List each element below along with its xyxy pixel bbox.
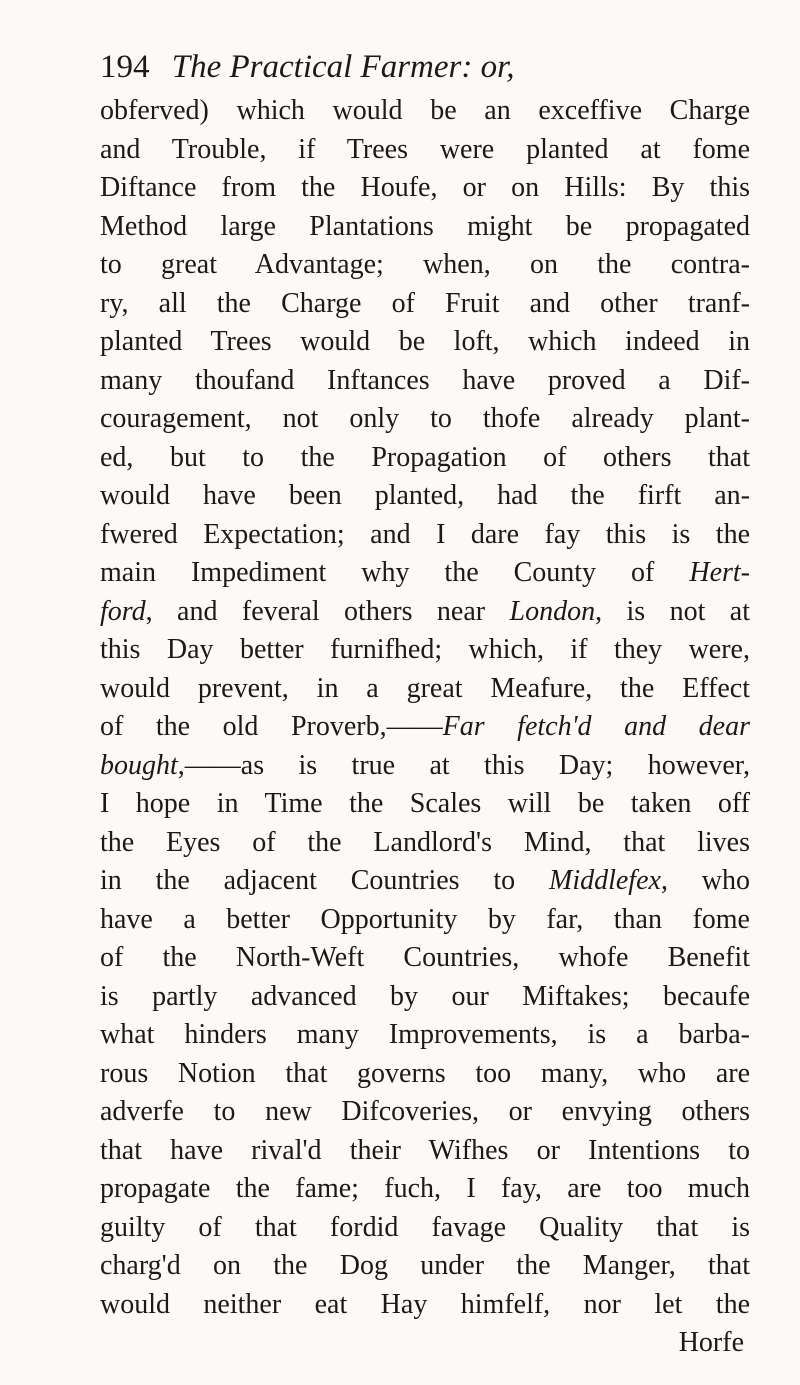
text-line (100, 708, 750, 747)
italic-text: Hert- (689, 557, 750, 588)
text-line (100, 1093, 750, 1132)
text-line (100, 477, 750, 516)
text-line (100, 785, 750, 824)
italic-text: Far fetch'd and dear (442, 711, 750, 742)
text-line (100, 1132, 750, 1171)
text-segment: the Eyes of the Landlord's Mind, that lives (100, 826, 750, 858)
text-segment: obferved) which would be an exceffive Charge (100, 95, 750, 126)
text-segment: planted Trees would be loft, which indeed in (100, 326, 750, 357)
text-segment: , and feveral others near (145, 595, 510, 627)
text-line (100, 1055, 750, 1094)
italic-text: Middlefex (549, 865, 661, 896)
page-number: 194 (100, 49, 150, 85)
text-segment: , is not at (595, 595, 750, 627)
text-segment: what hinders many Improvements, is a barba- (100, 1019, 750, 1050)
italic-text: bought (100, 749, 178, 781)
text-line (100, 1016, 750, 1055)
text-segment: , who (660, 865, 750, 896)
text-line (100, 1247, 750, 1286)
text-segment: ry, all the Charge of Fruit and other tranf- (100, 287, 750, 319)
italic-text: London (509, 595, 596, 627)
text-line (100, 901, 750, 940)
text-line (100, 246, 750, 285)
running-title: The Practical Farmer: or, (171, 49, 515, 85)
text-segment: charg'd on the Dog under the Manger, that (100, 1250, 750, 1281)
text-line (100, 670, 750, 709)
text-segment: couragement, not only to thofe already plant- (100, 403, 750, 434)
text-line (100, 285, 750, 324)
text-segment: many thoufand Inftances have proved a Dif- (100, 364, 750, 396)
page-header (100, 42, 760, 92)
text-segment: Method large Plantations might be propagated (100, 210, 750, 242)
text-line (100, 208, 750, 247)
text-line (100, 131, 750, 170)
italic-text: ford (100, 595, 146, 627)
text-segment: this Day better furnifhed; which, if they were, (100, 634, 750, 665)
text-line (100, 362, 750, 401)
text-line (100, 1209, 750, 1248)
text-segment: main Impediment why the County of (100, 557, 690, 588)
text-line (100, 1286, 750, 1325)
text-segment: of the North-Weft Countries, whofe Benefit (100, 942, 750, 973)
text-segment: guilty of that fordid favage Quality that is (100, 1211, 750, 1243)
text-line (100, 169, 750, 208)
text-segment: in the adjacent Countries to (100, 865, 549, 896)
text-line (100, 400, 750, 439)
text-line (100, 747, 750, 786)
catchword: Horfe (678, 1327, 744, 1358)
text-segment: would neither eat Hay himfelf, nor let the (100, 1288, 750, 1320)
text-line (100, 862, 750, 901)
text-segment: ed, but to the Propagation of others that (100, 441, 750, 473)
text-segment: would have been planted, had the firft an- (100, 480, 750, 511)
text-line (100, 323, 750, 362)
text-line (100, 939, 750, 978)
text-segment: ,——as is true at this Day; however, (177, 749, 750, 781)
text-segment: that have rival'd their Wifhes or Intentions to (100, 1134, 750, 1166)
text-line (100, 593, 750, 632)
text-segment: fwered Expectation; and I dare fay this is the (100, 518, 750, 550)
text-segment: of the old Proverb,—— (100, 711, 443, 742)
text-line (100, 631, 750, 670)
text-segment: would prevent, in a great Meafure, the Effect (100, 672, 750, 704)
text-line (100, 978, 750, 1017)
text-segment: have a better Opportunity by far, than fome (100, 903, 750, 935)
text-line (100, 824, 750, 863)
text-segment: adverfe to new Difcoveries, or envying others (100, 1096, 750, 1127)
text-line (100, 439, 750, 478)
text-line (100, 1170, 750, 1209)
text-segment: and Trouble, if Trees were planted at fome (100, 133, 750, 165)
text-line (100, 516, 750, 555)
text-segment: to great Advantage; when, on the contra- (100, 249, 750, 280)
body-text (100, 92, 750, 1363)
text-segment: I hope in Time the Scales will be taken off (100, 788, 750, 819)
text-line (100, 554, 750, 593)
text-segment: rous Notion that governs too many, who are (100, 1057, 750, 1089)
text-segment: propagate the fame; fuch, I fay, are too much (100, 1173, 750, 1204)
text-segment: Diftance from the Houfe, or on Hills: By this (100, 172, 750, 203)
text-segment: is partly advanced by our Miftakes; becaufe (100, 980, 750, 1012)
text-line (100, 92, 750, 131)
